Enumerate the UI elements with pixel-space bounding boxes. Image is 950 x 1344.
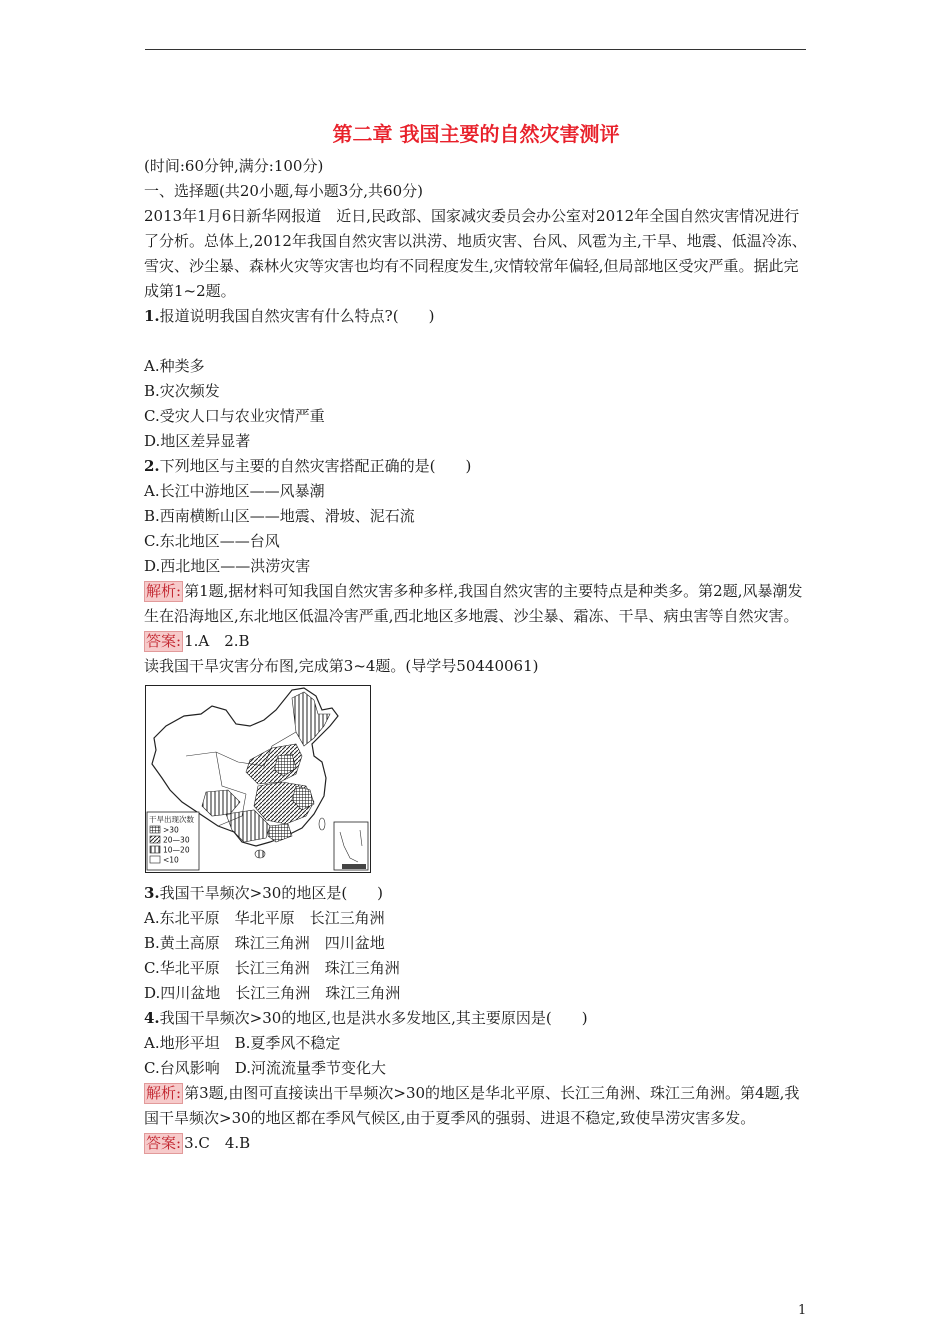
legend-label: <10 (163, 855, 179, 865)
q4-options-ab: A.地形平坦 B.夏季风不稳定 (144, 1034, 341, 1052)
analysis-tag: 解析: (146, 582, 182, 600)
analysis-block-2 (144, 1081, 808, 1131)
answer-tag: 答案: (146, 1134, 182, 1152)
analysis-tag: 解析: (146, 1084, 182, 1102)
q4-options-cd: C.台风影响 D.河流流量季节变化大 (144, 1059, 386, 1077)
exam-meta: (时间:60分钟,满分:100分) (144, 157, 324, 175)
q1-option-a: A.种类多 (144, 357, 205, 375)
legend-label: 10—20 (163, 845, 190, 855)
question-number: 2. (144, 457, 160, 475)
answer-tag: 答案: (146, 632, 182, 650)
question-3 (144, 881, 808, 906)
question-1 (144, 304, 808, 329)
q2-option-c: C.东北地区——台风 (144, 532, 280, 550)
question-text: 下列地区与主要的自然灾害搭配正确的是( ) (159, 457, 472, 475)
taiwan-island (319, 818, 325, 830)
legend-swatch-vertical (150, 846, 160, 853)
q3-option-b: B.黄土高原 珠江三角洲 四川盆地 (144, 934, 385, 952)
question-number: 4. (144, 1009, 160, 1027)
q3-option-c: C.华北平原 长江三角洲 珠江三角洲 (144, 959, 400, 977)
legend-label: 20—30 (163, 835, 190, 845)
question-text: 我国干旱频次>30的地区,也是洪水多发地区,其主要原因是( ) (159, 1009, 588, 1027)
q2-option-a: A.长江中游地区——风暴潮 (144, 482, 325, 500)
answer-text: 1.A 2.B (184, 632, 250, 650)
legend-title: 干旱出现次数 (149, 815, 194, 824)
legend-swatch-blank (150, 856, 160, 863)
south-sea-inset (334, 822, 368, 870)
drought-distribution-map (145, 685, 371, 873)
question-4 (144, 1006, 808, 1031)
question-number: 3. (144, 884, 160, 902)
q2-option-d: D.西北地区——洪涝灾害 (144, 557, 311, 575)
page-title: 第二章 我国主要的自然灾害测评 (332, 122, 620, 146)
question-2 (144, 454, 808, 479)
question-number: 1. (144, 307, 160, 325)
china-map-figure (146, 686, 370, 872)
hainan-island (255, 850, 265, 858)
q3-option-d: D.四川盆地 长江三角洲 珠江三角洲 (144, 984, 401, 1002)
legend-swatch-grid (150, 826, 160, 833)
q1-option-c: C.受灾人口与农业灾情严重 (144, 407, 325, 425)
analysis-block-1 (144, 579, 808, 629)
legend-swatch-diagonal (150, 836, 160, 843)
legend-label: >30 (163, 825, 179, 835)
section-heading: 一、选择题(共20小题,每小题3分,共60分) (144, 182, 423, 200)
q2-option-b: B.西南横断山区——地震、滑坡、泥石流 (144, 507, 415, 525)
blank-line (144, 329, 808, 354)
inset-caption-bar (342, 864, 366, 869)
question-text: 报道说明我国自然灾害有什么特点?( ) (159, 307, 435, 325)
answer-block-1 (144, 629, 808, 654)
question-text: 我国干旱频次>30的地区是( ) (159, 884, 384, 902)
map-intro: 读我国干旱灾害分布图,完成第3~4题。(导学号50440061) (144, 657, 539, 675)
q1-option-b: B.灾次频发 (144, 382, 220, 400)
header-rule (145, 49, 806, 50)
answer-block-2 (144, 1131, 808, 1156)
page-number: 1 (798, 1303, 807, 1318)
q3-option-a: A.东北平原 华北平原 长江三角洲 (144, 909, 385, 927)
q1-option-d: D.地区差异显著 (144, 432, 251, 450)
analysis-text: 第1题,据材料可知我国自然灾害多种多样,我国自然灾害的主要特点是种类多。第2题,风暴潮发生在沿海地区,东北地区低温冷害严重,西北地区多地震、沙尘暴、霜冻、干旱、病虫害等自然灾害。 (144, 582, 803, 625)
document-body (144, 118, 808, 1156)
answer-text: 3.C 4.B (184, 1134, 251, 1152)
passage-1: 2013年1月6日新华网报道 近日,民政部、国家减灾委员会办公室对2012年全国自然灾害情况进行了分析。总体上,2012年我国自然灾害以洪涝、地质灾害、台风、风雹为主,干旱、地震、低温冷冻、雪灾、沙尘暴、森林火灾等灾害也均有不同程度发生,灾情较常年偏轻,但局部地区受灾严重。据此完成第1~2题。 (144, 207, 807, 300)
analysis-text: 第3题,由图可直接读出干旱频次>30的地区是华北平原、长江三角洲、珠江三角洲。第4题,我国干旱频次>30的地区都在季风气候区,由于夏季风的强弱、进退不稳定,致使旱涝灾害多发。 (144, 1084, 800, 1127)
